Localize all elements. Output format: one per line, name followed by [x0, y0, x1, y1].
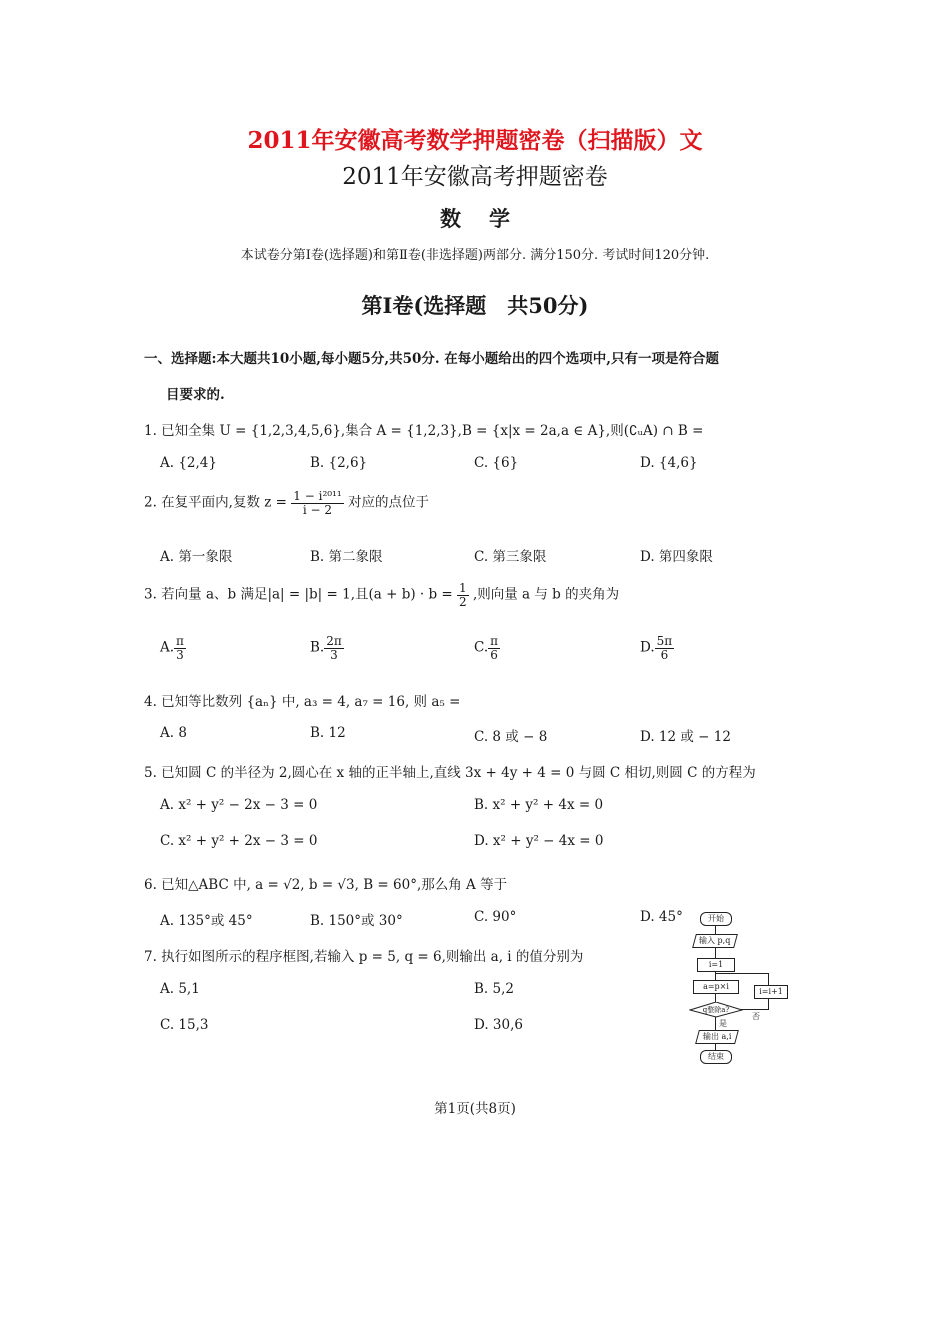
fraction-numerator: 5π	[656, 634, 673, 648]
option-label: A.	[160, 639, 175, 656]
document-source-title: 2011年安徽高考数学押题密卷（扫描版）文	[247, 127, 703, 154]
fraction-denominator: 3	[330, 647, 338, 662]
question-7-stem: 7. 执行如图所示的程序框图,若输入 p = 5, q = 6,则输出 a, i 的值分别为	[144, 949, 584, 965]
fraction-numerator: π	[176, 634, 184, 648]
section-one-instructions-cont: 目要求的.	[166, 387, 225, 403]
question-2-stem-end: 对应的点位于	[347, 494, 429, 511]
flowchart-output	[695, 1030, 739, 1044]
fraction-denominator: 3	[176, 647, 184, 662]
fraction-numerator: π	[490, 634, 499, 648]
flow-connector	[741, 1009, 769, 1010]
flowchart-input	[692, 934, 738, 948]
flowchart-end: 结束	[700, 1050, 732, 1064]
question-2-stem-start: 2. 在复平面内,复数 z =	[144, 494, 287, 511]
question-3-option-d	[640, 635, 674, 661]
option-label: D.	[640, 639, 655, 656]
question-3-fraction	[457, 582, 469, 608]
question-2-stem	[144, 490, 429, 516]
flowchart-init: i=1	[697, 958, 735, 972]
flowchart-assign: a=p×i	[693, 980, 739, 994]
question-3-option-b	[310, 635, 344, 661]
question-1-option-c: C. {6}	[474, 455, 519, 471]
question-7-option-d: D. 30,6	[474, 1017, 523, 1033]
page-footer: 第1页(共8页)	[434, 1101, 516, 1117]
question-4-option-c: C. 8 或 − 8	[474, 729, 548, 745]
question-7-option-c: C. 15,3	[160, 1017, 209, 1033]
fraction-denominator: i − 2	[302, 502, 333, 517]
fraction-denominator: 2	[459, 594, 467, 609]
question-1-option-a: A. {2,4}	[160, 455, 217, 471]
exam-title: 2011年安徽高考押题密卷	[342, 164, 608, 190]
question-3-stem	[144, 582, 619, 608]
section-one-instructions: 一、选择题:本大题共10小题,每小题5分,共50分. 在每小题给出的四个选项中,只有一项是符合题	[144, 351, 719, 367]
question-4-option-d: D. 12 或 − 12	[640, 729, 731, 745]
question-5-stem: 5. 已知圆 C 的半径为 2,圆心在 x 轴的正半轴上,直线 3x + 4y + 4 = 0 与圆 C 相切,则圆 C 的方程为	[144, 765, 756, 781]
question-3-option-c	[474, 635, 500, 661]
flow-connector	[768, 973, 769, 985]
flowchart-start: 开始	[700, 912, 732, 926]
fraction-numerator: 2π	[326, 634, 342, 648]
question-3-stem-start: 3. 若向量 a、b 满足|a| = |b| = 1,且(a + b) · b =	[144, 586, 453, 603]
fraction-numerator: 1 − i²⁰¹¹	[293, 489, 342, 503]
option-fraction	[655, 635, 675, 661]
flowchart-no-label: 否	[752, 1012, 760, 1021]
flowchart-yes-label: 是	[719, 1019, 727, 1028]
question-6-option-c: C. 90°	[474, 909, 517, 925]
subject-heading: 数学	[440, 206, 538, 231]
question-6-option-d: D. 45°	[640, 909, 683, 925]
option-fraction	[174, 635, 186, 661]
fraction-denominator: 6	[490, 647, 498, 662]
question-5-option-b: B. x² + y² + 4x = 0	[474, 797, 604, 813]
question-6-option-a: A. 135°或 45°	[160, 913, 253, 929]
question-7-option-a: A. 5,1	[160, 981, 200, 997]
question-1-stem: 1. 已知全集 U = {1,2,3,4,5,6},集合 A = {1,2,3},B = {x|x = 2a,a ∈ A},则(∁ᵤA) ∩ B =	[144, 423, 704, 439]
fraction-denominator: 6	[660, 647, 669, 662]
question-2-option-d: D. 第四象限	[640, 549, 713, 565]
flowchart-output-label: 输出 a,i	[702, 1032, 732, 1041]
flowchart-input-label: 输入 p,q	[699, 936, 731, 945]
exam-instructions: 本试卷分第Ⅰ卷(选择题)和第Ⅱ卷(非选择题)两部分. 满分150分. 考试时间120分钟.	[240, 248, 710, 263]
question-6-option-b: B. 150°或 30°	[310, 913, 403, 929]
question-3-option-a	[160, 635, 186, 661]
question-2-option-b: B. 第二象限	[310, 549, 383, 565]
question-2-option-c: C. 第三象限	[474, 549, 547, 565]
question-5-option-a: A. x² + y² − 2x − 3 = 0	[160, 797, 318, 813]
question-6-stem: 6. 已知△ABC 中, a = √2, b = √3, B = 60°,那么角 A 等于	[144, 877, 508, 893]
flowchart-decision-label: q整除a?	[702, 1006, 730, 1014]
question-5-option-d: D. x² + y² − 4x = 0	[474, 833, 604, 849]
question-1-option-d: D. {4,6}	[640, 455, 698, 471]
option-fraction	[488, 635, 500, 661]
question-4-option-a: A. 8	[160, 725, 187, 741]
option-label: C.	[474, 639, 489, 656]
option-label: B.	[310, 639, 325, 656]
question-3-stem-end: ,则向量 a 与 b 的夹角为	[472, 586, 620, 603]
flow-connector	[715, 1016, 716, 1030]
question-7-option-b: B. 5,2	[474, 981, 514, 997]
question-5-option-c: C. x² + y² + 2x − 3 = 0	[160, 833, 318, 849]
question-4-option-b: B. 12	[310, 725, 346, 741]
question-2-fraction	[291, 490, 343, 516]
fraction-numerator: 1	[459, 581, 467, 595]
option-fraction	[324, 635, 344, 661]
part-one-heading: 第Ⅰ卷(选择题 共50分)	[361, 293, 589, 318]
flowchart-increment: i=i+1	[754, 985, 788, 999]
question-2-option-a: A. 第一象限	[160, 549, 233, 565]
flow-connector	[716, 973, 769, 974]
question-1-option-b: B. {2,6}	[310, 455, 368, 471]
question-4-stem: 4. 已知等比数列 {aₙ} 中, a₃ = 4, a₇ = 16, 则 a₅ =	[144, 694, 461, 710]
